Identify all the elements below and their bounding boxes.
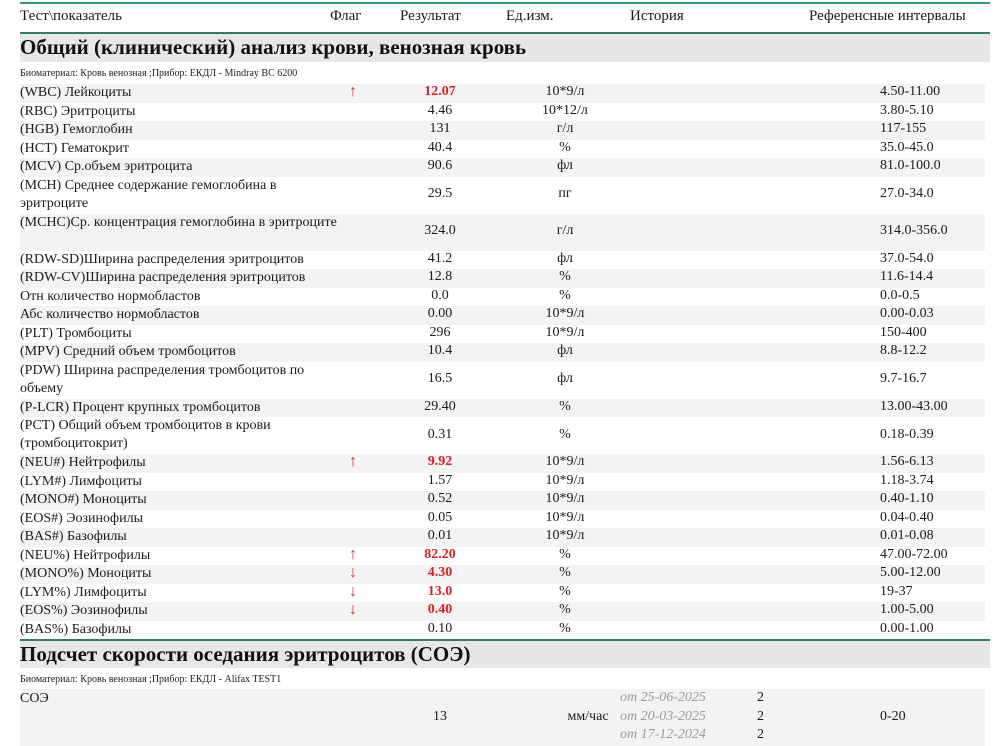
unit: 10*9/л [545, 324, 585, 340]
section-title: Общий (клинический) анализ крови, венозная кровь [20, 35, 527, 59]
section-esr-header [20, 641, 990, 668]
result-value: 12.07 [424, 84, 456, 100]
reference-range: 81.0-100.0 [880, 158, 941, 174]
table-row [20, 565, 985, 584]
result-value: 0.05 [427, 509, 453, 525]
arrow-down-icon: ↓ [349, 564, 357, 582]
reference-range: 13.00-43.00 [880, 398, 948, 414]
arrow-up-icon: ↑ [349, 83, 357, 101]
unit: г/л [556, 121, 574, 137]
unit: фл [557, 158, 573, 174]
test-name: (MONO#) Моноциты [20, 492, 147, 507]
reference-range: 27.0-34.0 [880, 186, 934, 201]
reference-range: 0.40-1.10 [880, 491, 934, 507]
reference-range: 117-155 [880, 121, 927, 137]
unit: % [559, 565, 571, 581]
unit: г/л [556, 223, 574, 238]
section-title: Подсчет скорости оседания эритроцитов (СОЭ) [20, 642, 471, 666]
test-name: (LYM#) Лимфоциты [20, 473, 142, 489]
unit: % [559, 583, 571, 599]
reference-range: 1.18-3.74 [880, 472, 934, 488]
reference-range: 0.00-0.03 [880, 306, 934, 322]
test-name: Отн количество нормобластов [20, 288, 201, 304]
result-value: 90.6 [427, 158, 453, 174]
reference-range: 37.0-54.0 [880, 250, 934, 266]
test-name: (PCT) Общий объем тромбоцитов в крови (тромбоцитокрит) [20, 418, 271, 452]
unit: 10*9/л [545, 509, 585, 525]
unit: % [559, 269, 571, 285]
reference-range: 0.00-1.00 [880, 620, 934, 636]
table-row [20, 177, 985, 214]
table-row [20, 528, 985, 547]
test-name: (BAS%) Базофилы [20, 621, 132, 637]
cbc-results-table [20, 84, 985, 639]
unit: мм/час [567, 709, 609, 724]
reference-range: 314.0-356.0 [880, 223, 948, 238]
table-row [20, 473, 985, 492]
test-name: (PDW) Ширина распределения тромбоцитов по объему [20, 362, 305, 396]
test-name: (RDW-SD)Ширина распределения эритроцитов [20, 251, 304, 267]
unit: фл [557, 343, 573, 359]
result-value: 10.4 [427, 343, 453, 359]
table-row [20, 417, 985, 454]
test-name: (HGB) Гемоглобин [20, 122, 133, 137]
arrow-up-icon: ↑ [349, 453, 357, 471]
table-row [20, 547, 985, 566]
result-value: 0.40 [427, 602, 453, 618]
result-value: 9.92 [427, 454, 453, 470]
result-value: 0.01 [427, 528, 453, 544]
esr-row [20, 689, 985, 746]
header-unit: Ед.изм. [506, 8, 554, 24]
header-history: История [630, 8, 684, 24]
table-row [20, 103, 985, 122]
test-name: (WBC) Лейкоциты [20, 85, 132, 100]
result-value: 0.00 [427, 306, 453, 322]
table-row [20, 343, 985, 362]
test-name: (PLT) Тромбоциты [20, 325, 132, 341]
table-row [20, 454, 985, 473]
table-row [20, 214, 985, 251]
result-value: 324.0 [424, 223, 456, 238]
test-name: (EOS%) Эозинофилы [20, 603, 148, 618]
reference-range: 5.00-12.00 [880, 565, 941, 581]
table-row [20, 491, 985, 510]
unit: % [559, 426, 571, 442]
result-value: 0.0 [431, 287, 449, 303]
reference-range: 1.00-5.00 [880, 602, 934, 618]
table-row [20, 510, 985, 529]
unit: % [559, 287, 571, 303]
reference-range: 9.7-16.7 [880, 371, 927, 386]
unit: % [559, 546, 571, 562]
header-reference: Референсные интервалы [809, 8, 966, 24]
reference-range: 35.0-45.0 [880, 139, 934, 155]
result-value: 4.46 [427, 102, 453, 118]
arrow-down-icon: ↓ [349, 601, 357, 619]
result-value: 296 [429, 324, 451, 340]
table-row [20, 288, 985, 307]
test-name: (EOS#) Эозинофилы [20, 510, 143, 526]
unit: % [559, 398, 571, 414]
table-row [20, 362, 985, 399]
unit: фл [557, 371, 573, 386]
test-name: (P-LCR) Процент крупных тромбоцитов [20, 399, 261, 415]
result-value: 12.8 [427, 269, 453, 285]
result-value: 16.5 [427, 371, 453, 386]
result-value: 4.30 [427, 565, 453, 581]
arrow-up-icon: ↑ [349, 545, 357, 563]
result-value: 13 [433, 709, 447, 724]
table-row [20, 140, 985, 159]
result-value: 41.2 [427, 250, 453, 266]
result-value: 1.57 [427, 472, 453, 488]
test-name: (NEU%) Нейтрофилы [20, 547, 151, 563]
unit: % [559, 620, 571, 636]
unit: фл [557, 250, 573, 266]
test-name: (NEU#) Нейтрофилы [20, 455, 146, 470]
unit: 10*9/л [545, 491, 585, 507]
header-test: Тест\показатель [20, 8, 122, 24]
reference-range: 150-400 [880, 324, 927, 340]
result-value: 13.0 [427, 583, 453, 599]
table-row [20, 269, 985, 288]
unit: пг [558, 186, 572, 201]
test-name: СОЭ [20, 691, 49, 706]
table-row [20, 306, 985, 325]
result-value: 82.20 [424, 546, 456, 562]
table-row [20, 602, 985, 621]
result-value: 29.40 [424, 398, 456, 414]
test-name: (LYM%) Лимфоциты [20, 584, 147, 600]
reference-range: 3.80-5.10 [880, 102, 934, 118]
table-row [20, 251, 985, 270]
test-name: (MPV) Средний объем тромбоцитов [20, 344, 236, 359]
table-row [20, 158, 985, 177]
test-name: (MCHC)Ср. концентрация гемоглобина в эритроците [20, 214, 337, 230]
table-row [20, 325, 985, 344]
reference-range: 1.56-6.13 [880, 454, 934, 470]
header-flag: Флаг [330, 8, 362, 24]
unit: 10*9/л [545, 472, 585, 488]
arrow-down-icon: ↓ [349, 582, 357, 600]
test-name: (RDW-CV)Ширина распределения эритроцитов [20, 270, 306, 285]
table-row [20, 121, 985, 140]
reference-range: 8.8-12.2 [880, 343, 927, 359]
biomaterial-info: Биоматериал: Кровь венозная ;Прибор: ЕКДЛ - Mindray BC 6200 [20, 68, 298, 79]
table-header [20, 4, 990, 32]
history-date: от 17-12-2024 [620, 727, 706, 742]
reference-range: 47.00-72.00 [880, 546, 948, 562]
test-name: (BAS#) Базофилы [20, 529, 127, 544]
history-date: от 25-06-2025 [620, 690, 706, 705]
result-value: 29.5 [427, 186, 453, 201]
history-date: от 20-03-2025 [620, 709, 706, 724]
history-value: 2 [757, 709, 764, 724]
unit: 10*9/л [545, 454, 585, 470]
reference-range: 0.0-0.5 [880, 287, 920, 303]
table-row [20, 84, 985, 103]
unit: 10*9/л [545, 306, 585, 322]
unit: 10*9/л [545, 84, 585, 100]
result-value: 0.31 [427, 426, 453, 442]
reference-range: 11.6-14.4 [880, 269, 934, 285]
reference-range: 0.18-0.39 [880, 426, 934, 442]
table-row [20, 621, 985, 640]
result-value: 131 [429, 121, 451, 137]
unit: % [559, 602, 571, 618]
reference-range: 0.01-0.08 [880, 528, 934, 544]
test-name: (RBC) Эритроциты [20, 103, 136, 119]
unit: 10*9/л [545, 528, 585, 544]
result-value: 40.4 [427, 139, 453, 155]
test-name: (MONO%) Моноциты [20, 566, 152, 581]
table-row [20, 584, 985, 603]
header-result: Результат [400, 8, 461, 24]
biomaterial-info: Биоматериал: Кровь венозная ;Прибор: ЕКДЛ - Alifax TEST1 [20, 674, 282, 685]
section-cbc-header [20, 34, 990, 62]
unit: % [559, 139, 571, 155]
result-value: 0.52 [427, 491, 453, 507]
reference-range: 19-37 [880, 583, 913, 599]
result-value: 0.10 [427, 620, 453, 636]
test-name: Абс количество нормобластов [20, 307, 200, 322]
reference-range: 0-20 [880, 709, 906, 724]
test-name: (HCT) Гематокрит [20, 140, 130, 156]
unit: 10*12/л [542, 102, 588, 118]
history-value: 2 [757, 690, 764, 705]
reference-range: 4.50-11.00 [880, 84, 941, 100]
test-name: (MCV) Ср.объем эритроцита [20, 159, 193, 174]
test-name: (MCH) Среднее содержание гемоглобина в эритроците [20, 177, 277, 211]
reference-range: 0.04-0.40 [880, 509, 934, 525]
table-row [20, 399, 985, 418]
history-value: 2 [757, 727, 764, 742]
